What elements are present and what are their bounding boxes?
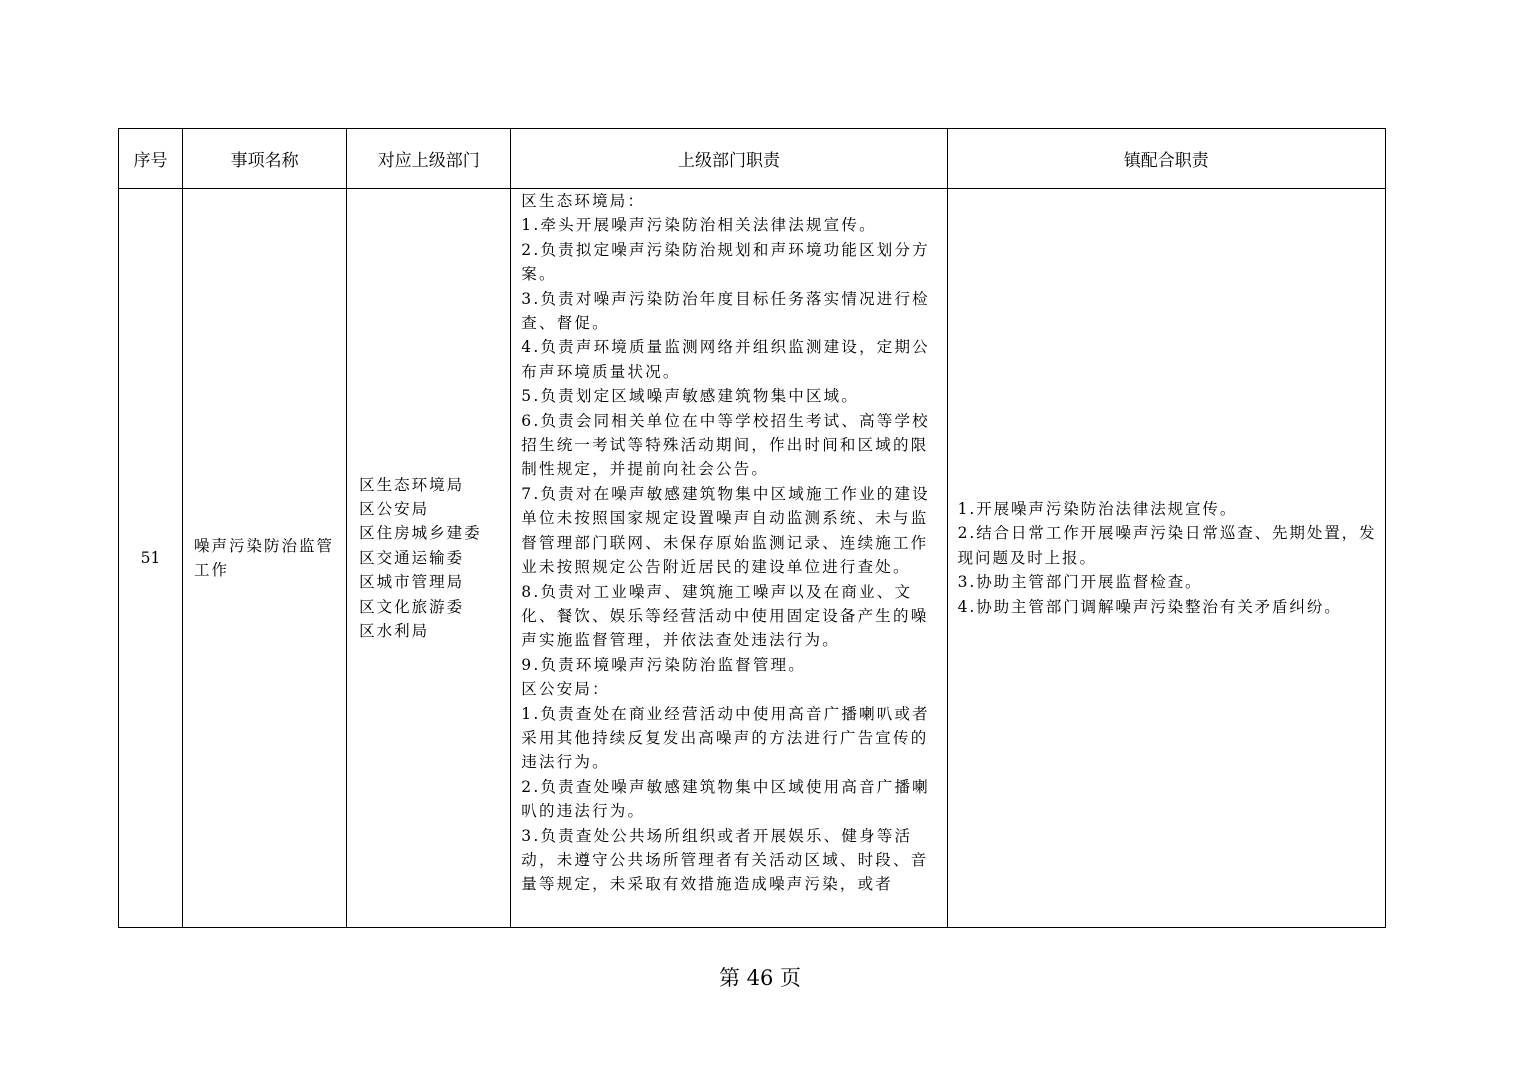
header-town-duties: 镇配合职责 [947,129,1385,189]
duty-line: 区公安局： [521,680,610,699]
cell-town-duties [947,189,1385,928]
header-superior-duties: 上级部门职责 [511,129,947,189]
cell-serial-no: 51 [119,189,183,928]
department-line: 区生态环境局 [359,475,465,494]
duty-line: 9.负责环境噪声污染防治监督管理。 [521,655,806,674]
duty-line: 7.负责对在噪声敏感建筑物集中区域施工作业的建设单位未按照国家规定设置噪声自动监测系统、未与监督管理部门联网、未保存原始监测记录、连续施工作业未按照规定公告附近居民的建设单位进行查处。 [521,484,930,577]
duty-line: 4.负责声环境质量监测网络并组织监测建设，定期公布声环境质量状况。 [521,338,930,381]
cell-item-name: 噪声污染防治监管工作 [183,189,347,928]
department-line: 区住房城乡建委 [359,524,482,543]
duty-line: 6.负责会同相关单位在中等学校招生考试、高等学校招生统一考试等特殊活动期间，作出时间和区域的限制性规定，并提前向社会公告。 [521,411,930,479]
table-row [119,189,1386,928]
town-duty-line: 4.协助主管部门调解噪声污染整治有关矛盾纠纷。 [957,597,1342,616]
department-line: 区水利局 [359,622,430,641]
duty-line: 8.负责对工业噪声、建筑施工噪声以及在商业、文化、餐饮、娱乐等经营活动中使用固定设备产生的噪声实施监督管理，并依法查处违法行为。 [521,582,929,650]
department-line: 区公安局 [359,499,430,518]
superior-duties-text [521,189,938,927]
duty-line: 5.负责划定区域噪声敏感建筑物集中区域。 [521,387,860,406]
header-superior-department: 对应上级部门 [347,129,511,189]
duty-line: 3.负责对噪声污染防治年度目标任务落实情况进行检查、督促。 [521,289,930,333]
table-header-row [119,129,1386,189]
duty-line: 1.负责查处在商业经营活动中使用高音广播喇叭或者采用其他持续反复发出高噪声的方法进行广告宣传的违法行为。 [521,704,930,772]
department-line: 区文化旅游委 [359,597,465,616]
town-duty-line: 3.协助主管部门开展监督检查。 [957,573,1203,592]
page-number: 第 46 页 [718,966,802,990]
town-duty-line: 2.结合日常工作开展噪声污染日常巡查、先期处置，发现问题及时上报。 [957,524,1377,567]
town-duty-line: 1.开展噪声污染防治法律法规宣传。 [957,499,1238,518]
duty-line: 区生态环境局： [521,192,646,210]
header-serial-no: 序号 [119,129,183,189]
department-line: 区城市管理局 [359,573,465,592]
cell-superior-duties [511,189,947,928]
duty-table [118,128,1386,928]
department-line: 区交通运输委 [359,548,465,567]
cell-departments [347,189,511,928]
header-item-name: 事项名称 [183,129,347,189]
duty-line: 1.牵头开展噪声污染防治相关法律法规宣传。 [521,216,877,235]
duty-line: 2.负责查处噪声敏感建筑物集中区域使用高音广播喇叭的违法行为。 [521,777,930,821]
duty-line: 3.负责查处公共场所组织或者开展娱乐、健身等活动，未遵守公共场所管理者有关活动区域、时段、音量等规定，未采取有效措施造成噪声污染，或者 [521,826,929,894]
duty-line: 2.负责拟定噪声污染防治规划和声环境功能区划分方案。 [521,240,930,284]
